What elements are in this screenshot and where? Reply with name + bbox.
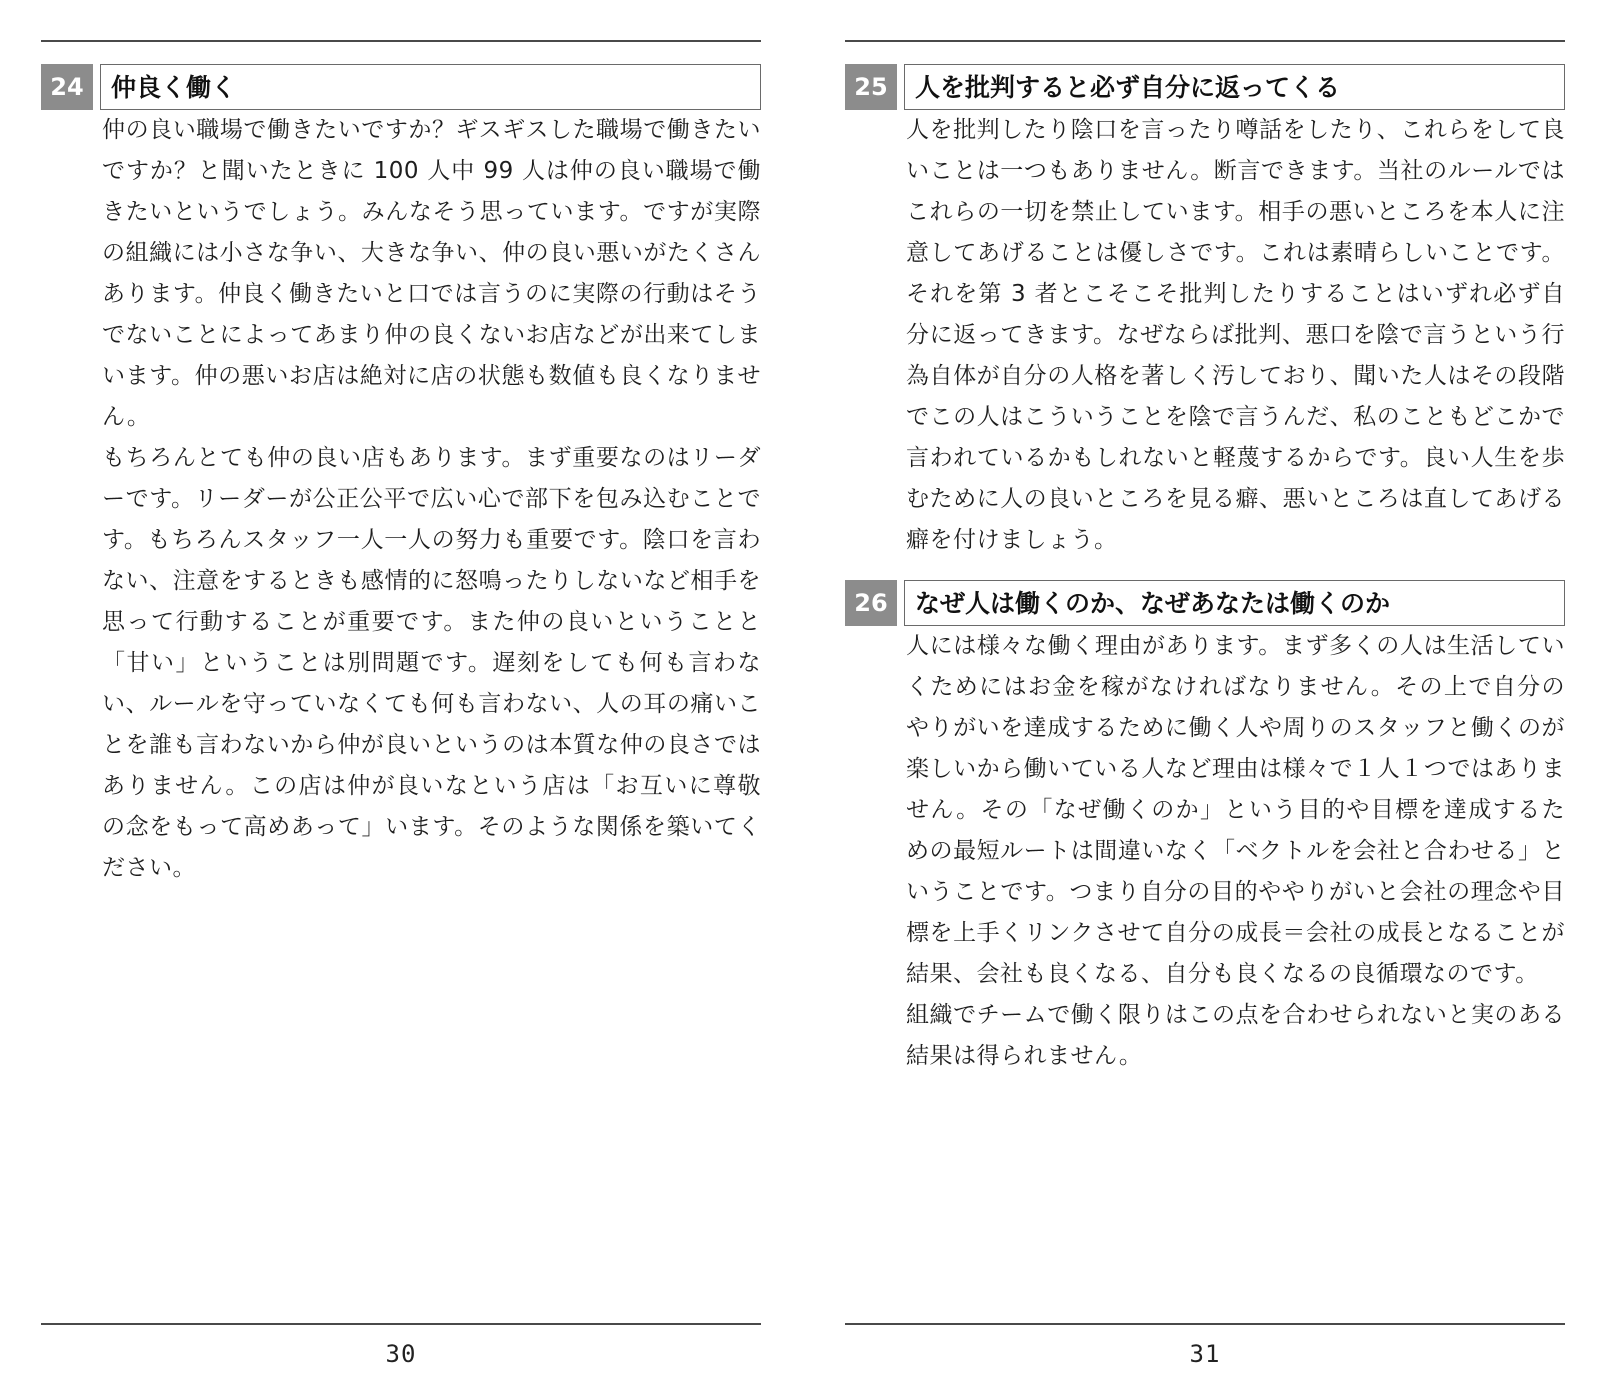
paragraph: もちろんとても仲の良い店もあります。まず重要なのはリーダーです。リーダーが公正公平で広い心で部下を包み込むことです。もちろんスタッフ一人一人の努力も重要です。陰口を言わない、注意をするときも感情的に怒鳴ったりしないなど相手を思って行動することが重要です。また仲の良いということと「甘い」ということは別問題です。遅刻をしても何も言わない、ルールを守っていなくても何も言わない、人の耳の痛いことを誰も言わないから仲が良いというのは本質な仲の良さではありません。この店は仲が良いなという店は「お互いに尊敬の念をもって高めあって」います。そのような関係を築いてください。 xyxy=(102,445,762,881)
section-title: 仲良く働く xyxy=(111,73,237,102)
section-header xyxy=(845,64,1565,110)
page-number: 30 xyxy=(385,1340,417,1368)
left-page xyxy=(41,0,761,1400)
section-header xyxy=(41,64,761,110)
section-number-badge: 25 xyxy=(845,64,897,110)
top-rule xyxy=(845,40,1565,42)
section-title-box xyxy=(100,64,761,110)
right-page xyxy=(845,0,1565,1400)
page-number: 31 xyxy=(1189,1340,1221,1368)
section-title-box xyxy=(904,580,1565,626)
section-25 xyxy=(845,64,1565,561)
section-26 xyxy=(845,580,1565,1077)
section-title: 人を批判すると必ず自分に返ってくる xyxy=(915,73,1341,102)
section-header xyxy=(845,580,1565,626)
section-number-badge: 24 xyxy=(41,64,93,110)
section-title: なぜ人は働くのか、なぜあなたは働くのか xyxy=(915,589,1391,618)
paragraph: 人を批判したり陰口を言ったり噂話をしたり、これらをして良いことは一つもありません。断言できます。当社のルールではこれらの一切を禁止しています。相手の悪いところを本人に注意してあげることは優しさです。これは素晴らしいことです。それを第 3 者とこそこそ批判したりすることはいずれ必ず自分に返ってきます。なぜならば批判、悪口を陰で言うという行為自体が自分の人格を著しく汚しており、聞いた人はその段階でこの人はこういうことを陰で言うんだ、私のこともどこかで言われているかもしれないと軽蔑するからです。良い人生を歩むために人の良いところを見る癖、悪いところは直してあげる癖を付けましょう。 xyxy=(906,117,1566,553)
paragraph: 組織でチームで働く限りはこの点を合わせられないと実のある結果は得られません。 xyxy=(906,1002,1565,1069)
bottom-rule xyxy=(41,1323,761,1325)
section-24 xyxy=(41,64,761,889)
section-body xyxy=(845,626,1565,1077)
paragraph: 人には様々な働く理由があります。まず多くの人は生活していくためにはお金を稼がなければなりません。その上で自分のやりがいを達成するために働く人や周りのスタッフと働くのが楽しいから働いている人など理由は様々で１人１つではありません。その「なぜ働くのか」という目的や目標を達成するための最短ルートは間違いなく「ベクトルを会社と合わせる」ということです。つまり自分の目的ややりがいと会社の理念や目標を上手くリンクさせて自分の成長＝会社の成長となることが結果、会社も良くなる、自分も良くなるの良循環なのです。 xyxy=(906,633,1566,987)
section-body xyxy=(845,110,1565,561)
section-number-badge: 26 xyxy=(845,580,897,626)
bottom-rule xyxy=(845,1323,1565,1325)
paragraph: 仲の良い職場で働きたいですか？ギスギスした職場で働きたいですか？と聞いたときに 100 人中 99 人は仲の良い職場で働きたいというでしょう。みんなそう思っています。ですが実際の組織には小さな争い、大きな争い、仲の良い悪いがたくさんあります。仲良く働きたいと口では言うのに実際の行動はそうでないことによってあまり仲の良くないお店などが出来てしまいます。仲の悪いお店は絶対に店の状態も数値も良くなりません。 xyxy=(102,117,762,430)
top-rule xyxy=(41,40,761,42)
section-body xyxy=(41,110,761,889)
section-title-box xyxy=(904,64,1565,110)
